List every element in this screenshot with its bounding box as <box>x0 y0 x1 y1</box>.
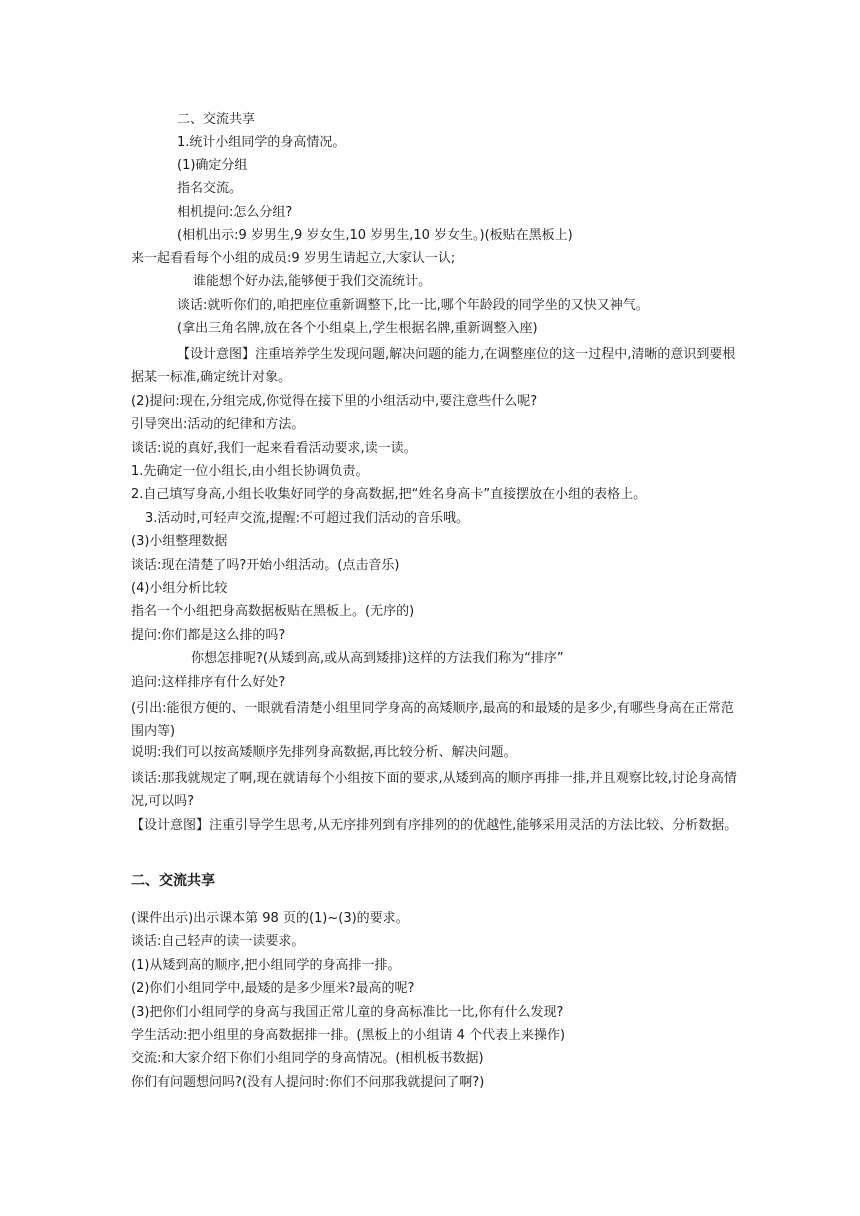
text-line: 引导突出:活动的纪律和方法。 <box>131 417 305 432</box>
list-item: (1)从矮到高的顺序,把小组同学的身高排一排。 <box>131 958 401 973</box>
text-paragraph: 谈话:那我就规定了啊,现在就请每个小组按下面的要求,从矮到高的顺序再排一排,并且观察比较,讨论身高情况,可以吗? <box>131 771 737 809</box>
text-line: 相机提问:怎么分组? <box>177 205 293 220</box>
text-line: 你们有问题想问吗?(没有人提问时:你们不问那我就提问了啊?) <box>131 1075 485 1090</box>
section-heading: 二、交流共享 <box>131 873 215 889</box>
text-line: 谈话:就听你们的,咱把座位重新调整下,比一比,哪个年龄段的同学坐的又快又神气。 <box>177 298 649 313</box>
text-line: (课件出示)出示课本第 98 页的(1)~(3)的要求。 <box>131 911 409 926</box>
text-line: 你想怎排呢?(从矮到高,或从高到矮排)这样的方法我们称为“排序” <box>191 651 564 666</box>
text-line: 学生活动:把小组里的身高数据排一排。(黑板上的小组请 4 个代表上来操作) <box>131 1028 566 1043</box>
list-item: 1.先确定一位小组长,由小组长协调负责。 <box>131 464 369 479</box>
text-line: 说明:我们可以按高矮顺序先排列身高数据,再比较分析、解决问题。 <box>131 745 517 760</box>
text-line: (拿出三角名牌,放在各个小组桌上,学生根据名牌,重新调整入座) <box>177 321 538 336</box>
design-intent-paragraph: 【设计意图】注重培养学生发现问题,解决问题的能力,在调整座位的这一过程中,清晰的意识到要根据某一标准,确定统计对象。 <box>131 347 736 385</box>
list-item: (2)你们小组同学中,最矮的是多少厘米?最高的呢? <box>131 981 415 996</box>
text-paragraph: (引出:能很方便的、一眼就看清楚小组里同学身高的高矮顺序,最高的和最矮的是多少,有哪些身高在正常范围内等) <box>131 701 734 739</box>
text-line: 谈话:说的真好,我们一起来看看活动要求,读一读。 <box>131 441 417 456</box>
text-line: 来一起看看每个小组的成员:9 岁男生请起立,大家认一认; <box>131 251 456 266</box>
text-line: 指名交流。 <box>177 181 243 196</box>
text-line: (4)小组分析比较 <box>131 581 228 596</box>
text-line: (相机出示:9 岁男生,9 岁女生,10 岁男生,10 岁女生。)(板贴在黑板上) <box>177 228 573 243</box>
text-line: 交流:和大家介绍下你们小组同学的身高情况。(相机板书数据) <box>131 1051 484 1066</box>
text-line: 追问:这样排序有什么好处? <box>131 675 286 690</box>
section-title-exchange: 二、交流共享 <box>177 112 256 127</box>
text-line: (1)确定分组 <box>177 158 248 173</box>
text-line: (2)提问:现在,分组完成,你觉得在接下里的小组活动中,要注意些什么呢? <box>131 394 538 409</box>
text-line: 1.统计小组同学的身高情况。 <box>177 135 346 150</box>
list-item: 3.活动时,可轻声交流,提醒:不可超过我们活动的音乐哦。 <box>145 511 470 526</box>
text-line: 谁能想个好办法,能够便于我们交流统计。 <box>193 274 432 289</box>
text-line: 指名一个小组把身高数据板贴在黑板上。(无序的) <box>131 604 415 619</box>
text-line: (3)小组整理数据 <box>131 534 228 549</box>
text-line: 谈话:自己轻声的读一读要求。 <box>131 934 305 949</box>
text-line: 提问:你们都是这么排的吗? <box>131 628 286 643</box>
list-item: 2.自己填写身高,小组长收集好同学的身高数据,把“姓名身高卡”直接摆放在小组的表格上。 <box>131 487 647 502</box>
text-line: 谈话:现在清楚了吗?开始小组活动。(点击音乐) <box>131 558 400 573</box>
list-item: (3)把你们小组同学的身高与我国正常儿童的身高标准比一比,你有什么发现? <box>131 1005 564 1020</box>
design-intent-paragraph: 【设计意图】注重引导学生思考,从无序排列到有序排列的的优越性,能够采用灵活的方法比较、分析数据。 <box>131 818 738 833</box>
